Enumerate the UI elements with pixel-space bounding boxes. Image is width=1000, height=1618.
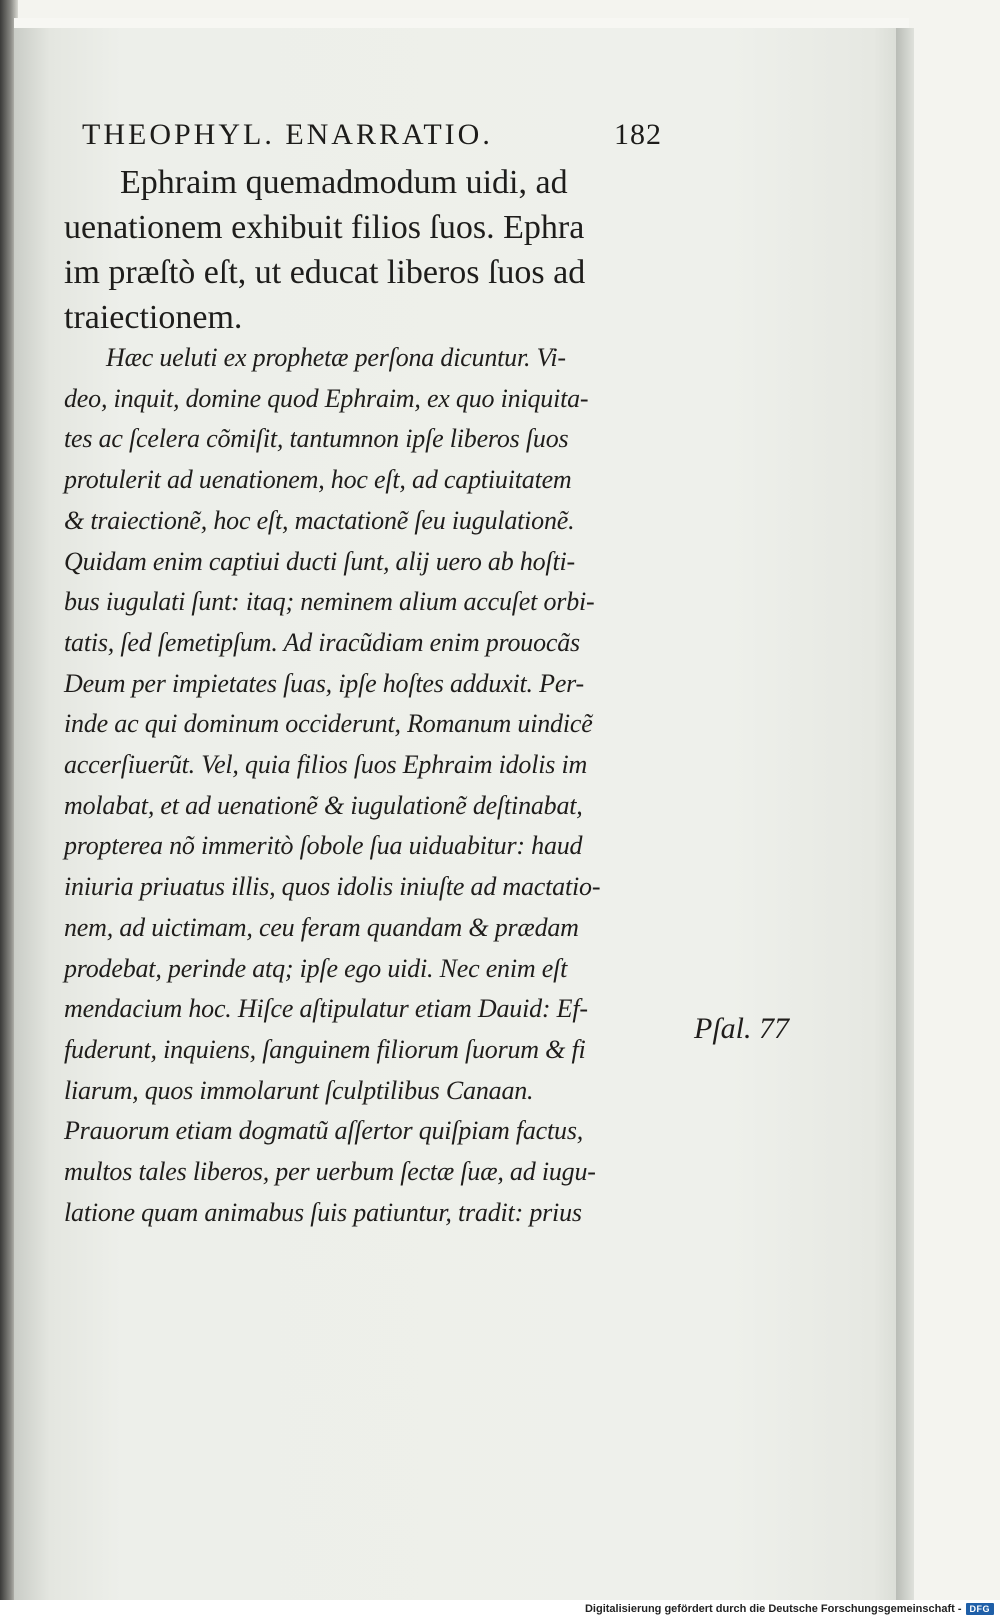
page-fore-edge	[896, 28, 914, 1600]
commentary-line: nem, ad uictimam, ceu feram quandam & prædam	[64, 912, 579, 942]
commentary-text	[64, 338, 684, 1233]
commentary-line: multos tales liberos, per uerbum ſectæ ſuæ, ad iugu-	[64, 1157, 596, 1187]
scripture-line: traiectionem.	[64, 299, 243, 336]
commentary-line: tatis, ſed ſemetipſum. Ad iracũdiam enim prouocãs	[64, 627, 580, 657]
commentary-line: bus iugulati ſunt: itaq; neminem alium accuſet orbi-	[64, 587, 595, 617]
marginal-reference: Pſal. 77	[694, 1012, 789, 1045]
scripture-text	[64, 160, 684, 340]
running-head	[82, 118, 662, 158]
commentary-line: accerſiuerũt. Vel, quia filios ſuos Ephraim idolis im	[64, 750, 588, 780]
commentary-line: & traiectionẽ, hoc eſt, mactationẽ ſeu iugulationẽ.	[64, 505, 575, 535]
commentary-line: inde ac qui dominum occiderunt, Romanum uindicẽ	[64, 709, 593, 739]
commentary-line: Quidam enim captiui ducti ſunt, alij uero ab hoſti-	[64, 546, 575, 576]
commentary-line: tes ac ſcelera cõmiſit, tantumnon ipſe liberos ſuos	[64, 424, 569, 454]
commentary-line: iniuria priuatus illis, quos idolis iniuſte ad mactatio-	[64, 872, 601, 902]
commentary-line: liarum, quos immolarunt ſculptilibus Canaan.	[64, 1075, 534, 1105]
running-head-title: THEOPHYL. ENARRATIO.	[82, 118, 493, 151]
digitization-credit	[585, 1600, 994, 1618]
commentary-line: propterea nõ immeritò ſobole ſua uiduabitur: haud	[64, 831, 583, 861]
scripture-line: uenationem exhibuit filios ſuos. Ephra	[64, 209, 585, 246]
scripture-line: im præſtò eſt, ut educat liberos ſuos ad	[64, 254, 586, 291]
page-number: 182	[614, 118, 662, 151]
commentary-line: molabat, et ad uenationẽ & iugulationẽ deſtinabat,	[64, 790, 583, 820]
dfg-logo: DFG	[966, 1603, 995, 1615]
commentary-line: Hæc ueluti ex prophetæ perſona dicuntur. Vi-	[106, 343, 566, 372]
commentary-line: protulerit ad uenationem, hoc eſt, ad captiuitatem	[64, 465, 572, 495]
commentary-line: Deum per impietates ſuas, ipſe hoſtes adduxit. Per-	[64, 668, 585, 698]
commentary-line: Prauorum etiam dogmatũ aſſertor quiſpiam factus,	[64, 1116, 584, 1146]
commentary-line: prodebat, perinde atq; ipſe ego uidi. Nec enim eſt	[64, 953, 568, 983]
commentary-line: fuderunt, inquiens, ſanguinem filiorum ſuorum & fi	[64, 1034, 586, 1064]
scripture-line: Ephraim quemadmodum uidi, ad	[120, 164, 568, 201]
commentary-line: deo, inquit, domine quod Ephraim, ex quo iniquita-	[64, 383, 589, 413]
credit-text: Digitalisierung gefördert durch die Deutsche Forschungsgemeinschaft -	[584, 1603, 962, 1615]
commentary-line: latione quam animabus ſuis patiuntur, tradit: prius	[64, 1197, 582, 1227]
commentary-line: mendacium hoc. Hiſce aſtipulatur etiam Dauid: Ef-	[64, 994, 588, 1024]
